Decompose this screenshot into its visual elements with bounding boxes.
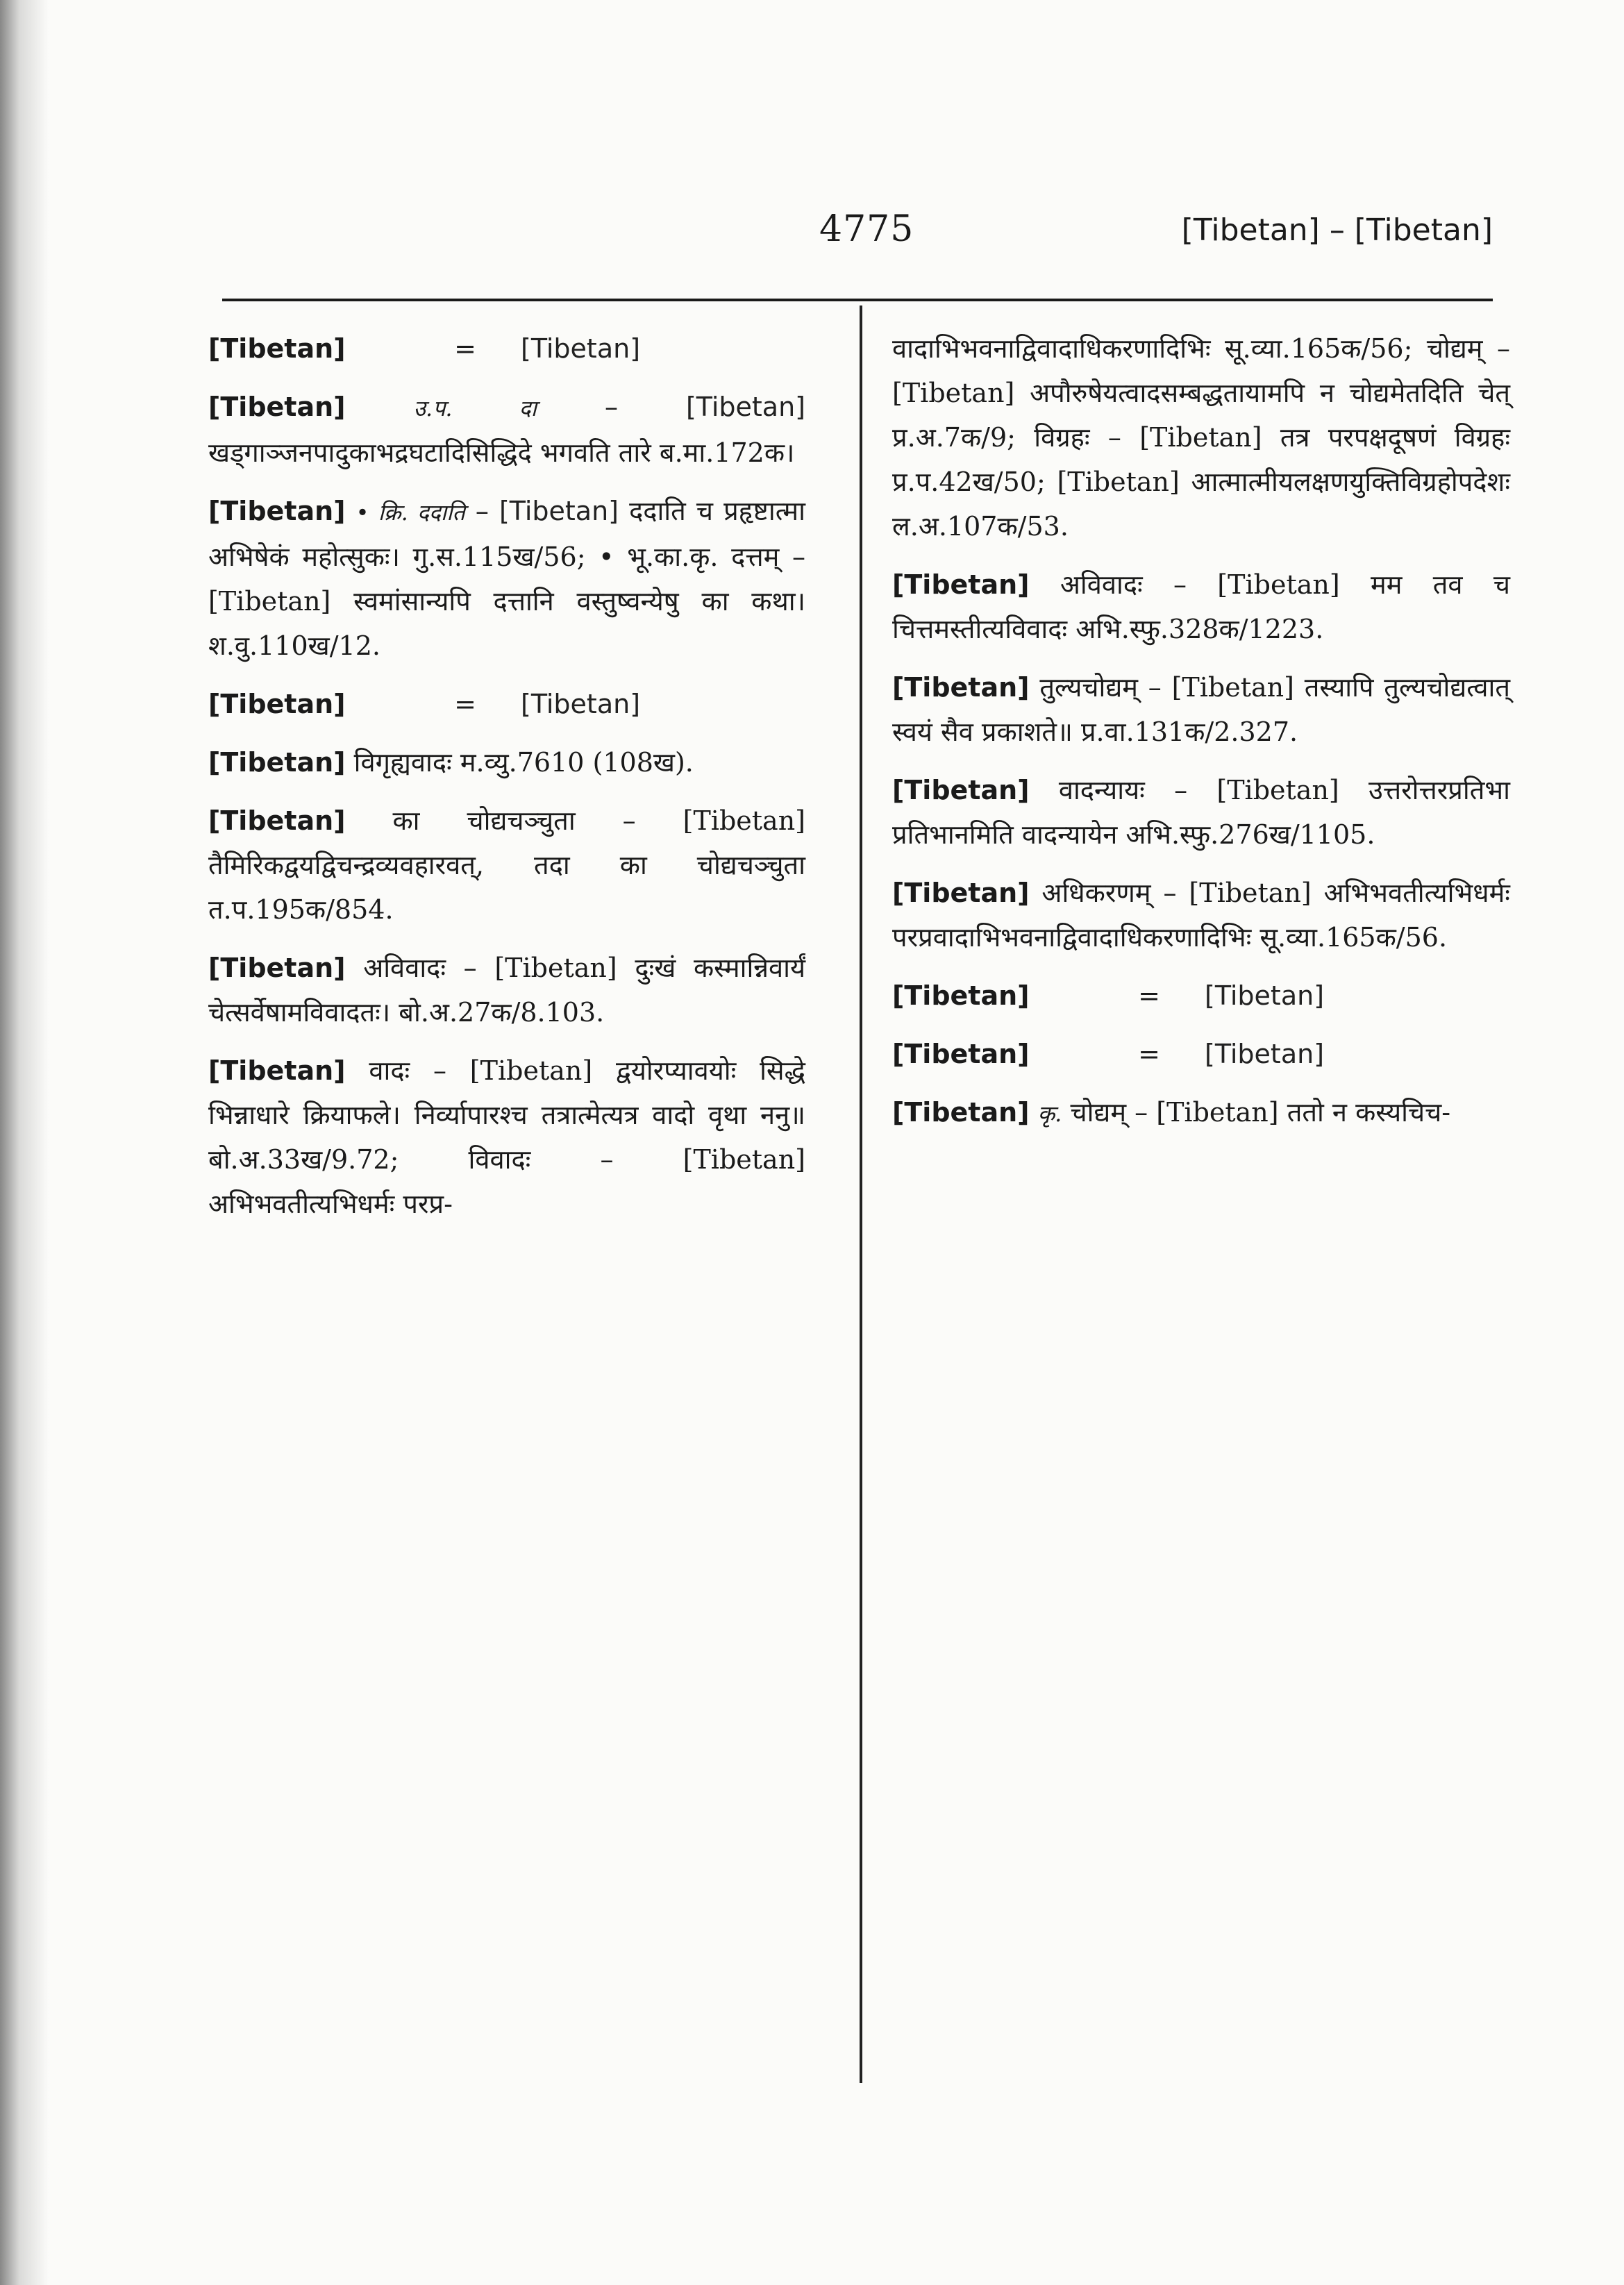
cross-reference-marker: =	[454, 689, 476, 719]
dictionary-entry	[892, 973, 1510, 1018]
cross-reference-target: [Tibetan]	[1205, 980, 1325, 1011]
entry-headword: [Tibetan]	[208, 747, 346, 778]
entry-headword: [Tibetan]	[208, 1055, 346, 1086]
sanskrit-gloss: ददाति च प्रहृष्टात्मा अभिषेकं महोत्सुकः। गु.स.115ख/56; • भू.का.कृ. दत्तम् – [Tibetan] स्वमांसान्यपि दत्तानि वस्तुष्वन्येषु का कथा।	[208, 496, 805, 617]
entry-headword: [Tibetan]	[208, 805, 346, 836]
dictionary-entry	[208, 798, 805, 932]
cross-reference-target: [Tibetan]	[521, 333, 641, 364]
entry-headword: [Tibetan]	[892, 1039, 1030, 1069]
sanskrit-gloss: अविवादः – [Tibetan] दुःखं कस्मान्निवार्यं चेत्सर्वेषामविवादतः।	[208, 953, 805, 1028]
dictionary-entry	[892, 665, 1510, 754]
cross-reference-marker: =	[1138, 980, 1160, 1011]
dictionary-entry	[208, 326, 805, 371]
entry-headword: [Tibetan]	[208, 392, 346, 422]
entry-headword: [Tibetan]	[892, 672, 1030, 703]
sanskrit-gloss: वादाभिभवनाद्विवादाधिकरणादिभिः सू.व्या.165क/56; चोद्यम् – [Tibetan] अपौरुषेयत्वादसम्बद्धतायामपि न चोद्यमेतदिति चेत् प्र.अ.7क/9; विग्रहः – [Tibetan] तत्र परपक्षदूषणं विग्रहः प्र.प.42ख/50; [Tibetan] आत्मात्मीयलक्षणयुक्तिविग्रहोपदेशः	[892, 333, 1510, 497]
entry-headword: [Tibetan]	[208, 953, 346, 983]
citation: ब.मा.172क।	[659, 437, 795, 468]
sanskrit-gloss: अधिकरणम् – [Tibetan] अभिभवतीत्यभिधर्मः परप्रवादाभिभवनाद्विवादाधिकरणादिभिः	[892, 878, 1510, 953]
page-number: 4775	[819, 208, 914, 250]
tibetan-text: [Tibetan]	[499, 496, 619, 526]
dictionary-entry	[208, 740, 805, 785]
header-rule	[222, 299, 1493, 301]
entry-headword: [Tibetan]	[892, 775, 1030, 805]
right-column	[892, 326, 1510, 1150]
dictionary-entry	[892, 768, 1510, 857]
dictionary-entry	[892, 1032, 1510, 1076]
dictionary-entry: [Tibetan] • क्रि. ददाति – [Tibetan] ददाति च प्रहृष्टात्मा अभिषेकं महोत्सुकः। गु.स.115ख/56; • भू.का.कृ. दत्तम् – [Tibetan] स्वमांसान्यपि दत्तानि वस्तुष्वन्येषु का कथा। श.वु.110ख/12.	[208, 496, 805, 661]
dictionary-entry	[892, 562, 1510, 651]
dictionary-entry	[208, 682, 805, 726]
column-divider	[860, 305, 862, 2083]
page-header	[222, 201, 1493, 264]
citation: ल.अ.107क/53.	[892, 511, 1069, 542]
dictionary-entry: [Tibetan] उ.प. दा – [Tibetan] खड्गाञ्जनपादुकाभद्रघटादिसिद्धिदे भगवति तारे ब.मा.172क।	[208, 392, 805, 468]
cross-reference-marker: =	[454, 333, 476, 364]
sanskrit-gloss: विगृह्यवादः	[353, 747, 452, 778]
page-edge-shadow	[0, 0, 49, 2285]
citation: श.वु.110ख/12.	[208, 630, 380, 661]
entry-headword: [Tibetan]	[892, 569, 1030, 600]
citation: प्र.वा.131क/2.327.	[1080, 717, 1298, 747]
entry-headword: [Tibetan]	[208, 333, 346, 364]
sanskrit-gloss: अविवादः – [Tibetan] मम तव च चित्तमस्तीत्यविवादः	[892, 569, 1510, 644]
sanskrit-gloss: वादन्यायः – [Tibetan] उत्तरोत्तरप्रतिभा प्रतिभानमिति वादन्यायेन	[892, 775, 1510, 850]
dictionary-entry-continuation	[892, 326, 1510, 549]
dictionary-entry	[208, 1048, 805, 1226]
grammar-label: • क्रि. ददाति	[355, 499, 465, 526]
dictionary-entry	[208, 946, 805, 1035]
cross-reference-target: [Tibetan]	[521, 689, 641, 719]
grammar-label: उ.प. दा	[413, 395, 537, 421]
cross-reference-marker: =	[1138, 1039, 1160, 1069]
tibetan-text: [Tibetan]	[685, 392, 805, 422]
sanskrit-gloss: का चोद्यचञ्चुता – [Tibetan] तैमिरिकद्वयद्विचन्द्रव्यवहारवत्, तदा का चोद्यचञ्चुता	[208, 805, 805, 880]
citation: अभि.स्फु.276ख/1105.	[1125, 819, 1375, 850]
citation: सू.व्या.165क/56.	[1259, 922, 1448, 953]
citation: बो.अ.27क/8.103.	[399, 997, 605, 1028]
sanskrit-gloss: खड्गाञ्जनपादुकाभद्रघटादिसिद्धिदे भगवति तारे	[208, 437, 651, 468]
citation: म.व्यु.7610 (108ख).	[460, 747, 694, 778]
dictionary-entry	[892, 1090, 1510, 1136]
entry-headword: [Tibetan]	[208, 496, 346, 526]
entry-headword: [Tibetan]	[892, 980, 1030, 1011]
sanskrit-gloss: वादः – [Tibetan] द्वयोरप्यावयोः सिद्धे भिन्नाधारे क्रियाफले। निर्व्यापारश्च तत्रात्मेत्यत्र वादो वृथा ननु॥ बो.अ.33ख/9.72; विवादः – [Tibetan] अभिभवतीत्यभिधर्मः परप्र-	[208, 1055, 805, 1219]
entry-headword: [Tibetan]	[892, 878, 1030, 908]
grammar-label: कृ.	[1037, 1100, 1062, 1127]
entry-headword: [Tibetan]	[892, 1097, 1030, 1128]
sanskrit-gloss: तुल्यचोद्यम् – [Tibetan] तस्यापि तुल्यचोद्यत्वात् स्वयं सैव प्रकाशते॥	[892, 672, 1510, 747]
citation: अभि.स्फु.328क/1223.	[1075, 614, 1324, 644]
citation: त.प.195क/854.	[208, 894, 394, 925]
entry-headword: [Tibetan]	[208, 689, 346, 719]
dictionary-entry	[892, 871, 1510, 960]
cross-reference-target: [Tibetan]	[1205, 1039, 1325, 1069]
left-column	[208, 326, 805, 1240]
sanskrit-gloss: चोद्यम् – [Tibetan] ततो न कस्यचिच-	[1070, 1097, 1451, 1128]
running-head: [Tibetan] – [Tibetan]	[1181, 212, 1493, 248]
